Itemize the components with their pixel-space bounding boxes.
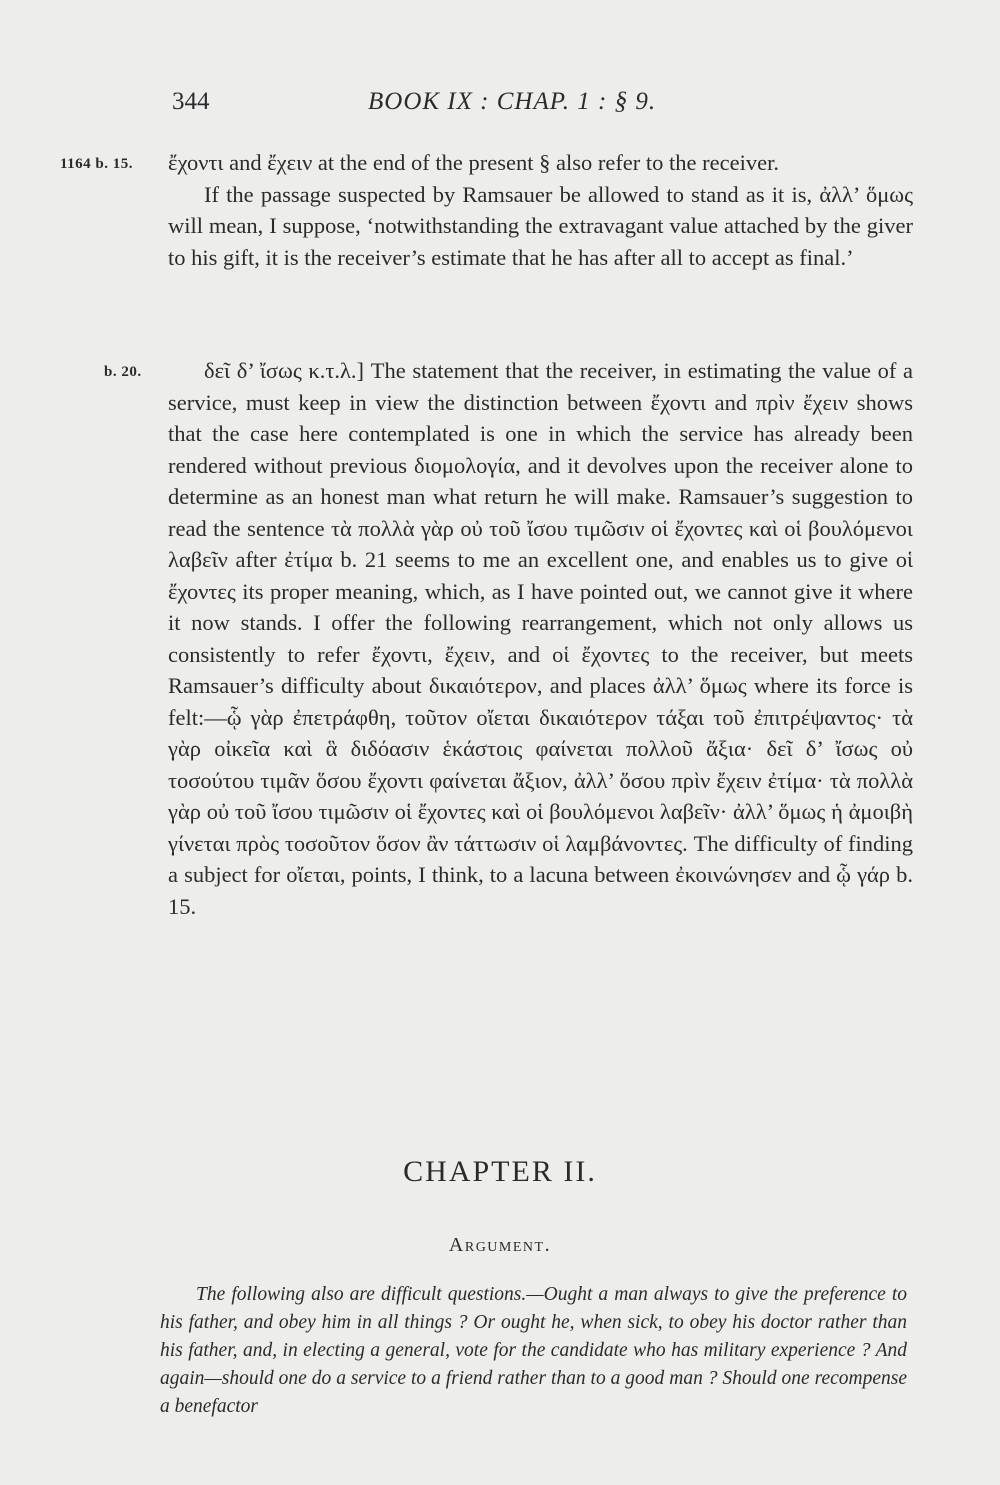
page-header — [172, 88, 732, 128]
note-1-paragraph-1: ἔχοντι and ἔχειν at the end of the present § also refer to the receiver. — [168, 150, 779, 175]
note-ref-1: 1164 b. 15. — [60, 156, 134, 172]
chapter-title: CHAPTER II. — [403, 1155, 597, 1188]
note-2-paragraph-1: δεῖ δ’ ἴσως κ.τ.λ.] The statement that the receiver, in estimating the value of a service, must keep in view the distinction between ἔχοντι and πρὶν ἔχειν shows that the case here contemplated is one in which the service has already been rendered without previous διομολογία, and it devolves upon the receiver alone to determine as an honest man what return he will make. Ramsauer’s suggestion to read the sentence τὰ πολλὰ γὰρ οὐ τοῦ ἴσου τιμῶσιν οἱ ἔχοντες καὶ οἱ βουλόμενοι λαβεῖν after ἐτίμα b. 21 seems to me an excellent one, and enables us to give οἱ ἔχοντες its proper meaning, which, as I have pointed out, we cannot give it where it now stands. I offer the following rearrangement, which not only allows us consistently to refer ἔχοντι, ἔχειν, and οἱ ἔχοντες to the receiver, but meets Ramsauer’s difficulty about δικαιότερον, and places ἀλλ’ ὅμως where its force is felt:—ᾧ γὰρ ἐπετράφθη, τοῦτον οἴεται δικαιότερον τάξαι τοῦ ἐπιτρέψαντος· τὰ γὰρ οἰκεῖα καὶ ἃ διδόασιν ἑκάστοις φαίνεται πολλοῦ ἄξια· δεῖ δ’ ἴσως οὐ τοσούτου τιμᾶν ὅσου ἔχοντι φαίνεται ἄξιον, ἀλλ’ ὅσου πρὶν ἔχειν ἐτίμα· τὰ πολλὰ γὰρ οὐ τοῦ ἴσου τιμῶσιν οἱ ἔχοντες καὶ οἱ βουλόμενοι λαβεῖν· ἀλλ’ ὅμως ἡ ἀμοιβὴ γίνεται πρὸς τοσοῦτον ὅσον ἂν τάττωσιν οἱ λαμβάνοντες. The difficulty of finding a subject for οἴεται, points, I think, to a lacuna between ἐκοινώνησεν and ᾧ γάρ b. 15. — [168, 358, 913, 919]
note-ref-2: b. 20. — [104, 364, 142, 380]
note-block-2 — [168, 355, 913, 922]
note-1-paragraph-2: If the passage suspected by Ramsauer be allowed to stand as it is, ἀλλ’ ὅμως will mean, I suppose, ‘notwithstanding the extravagant value attached by the giver to his gift, it is the receiver’s estimate that he has after all to accept as final.’ — [168, 181, 913, 270]
argument-heading: Argument. — [448, 1234, 552, 1256]
argument-text: The following also are difficult questions.—Ought a man always to give the preference to his father, and obey him in all things ? Or ought he, when sick, to obey his doctor rather than his father, and, in electing a general, vote for the candidate who has military experience ? And again—should one do a service to a friend rather than to a good man ? Should one recompense a benefactor — [160, 1284, 907, 1417]
running-head: BOOK IX : CHAP. 1 : § 9. — [368, 88, 657, 115]
page-number: 344 — [172, 88, 210, 115]
note-block-1 — [168, 147, 913, 273]
